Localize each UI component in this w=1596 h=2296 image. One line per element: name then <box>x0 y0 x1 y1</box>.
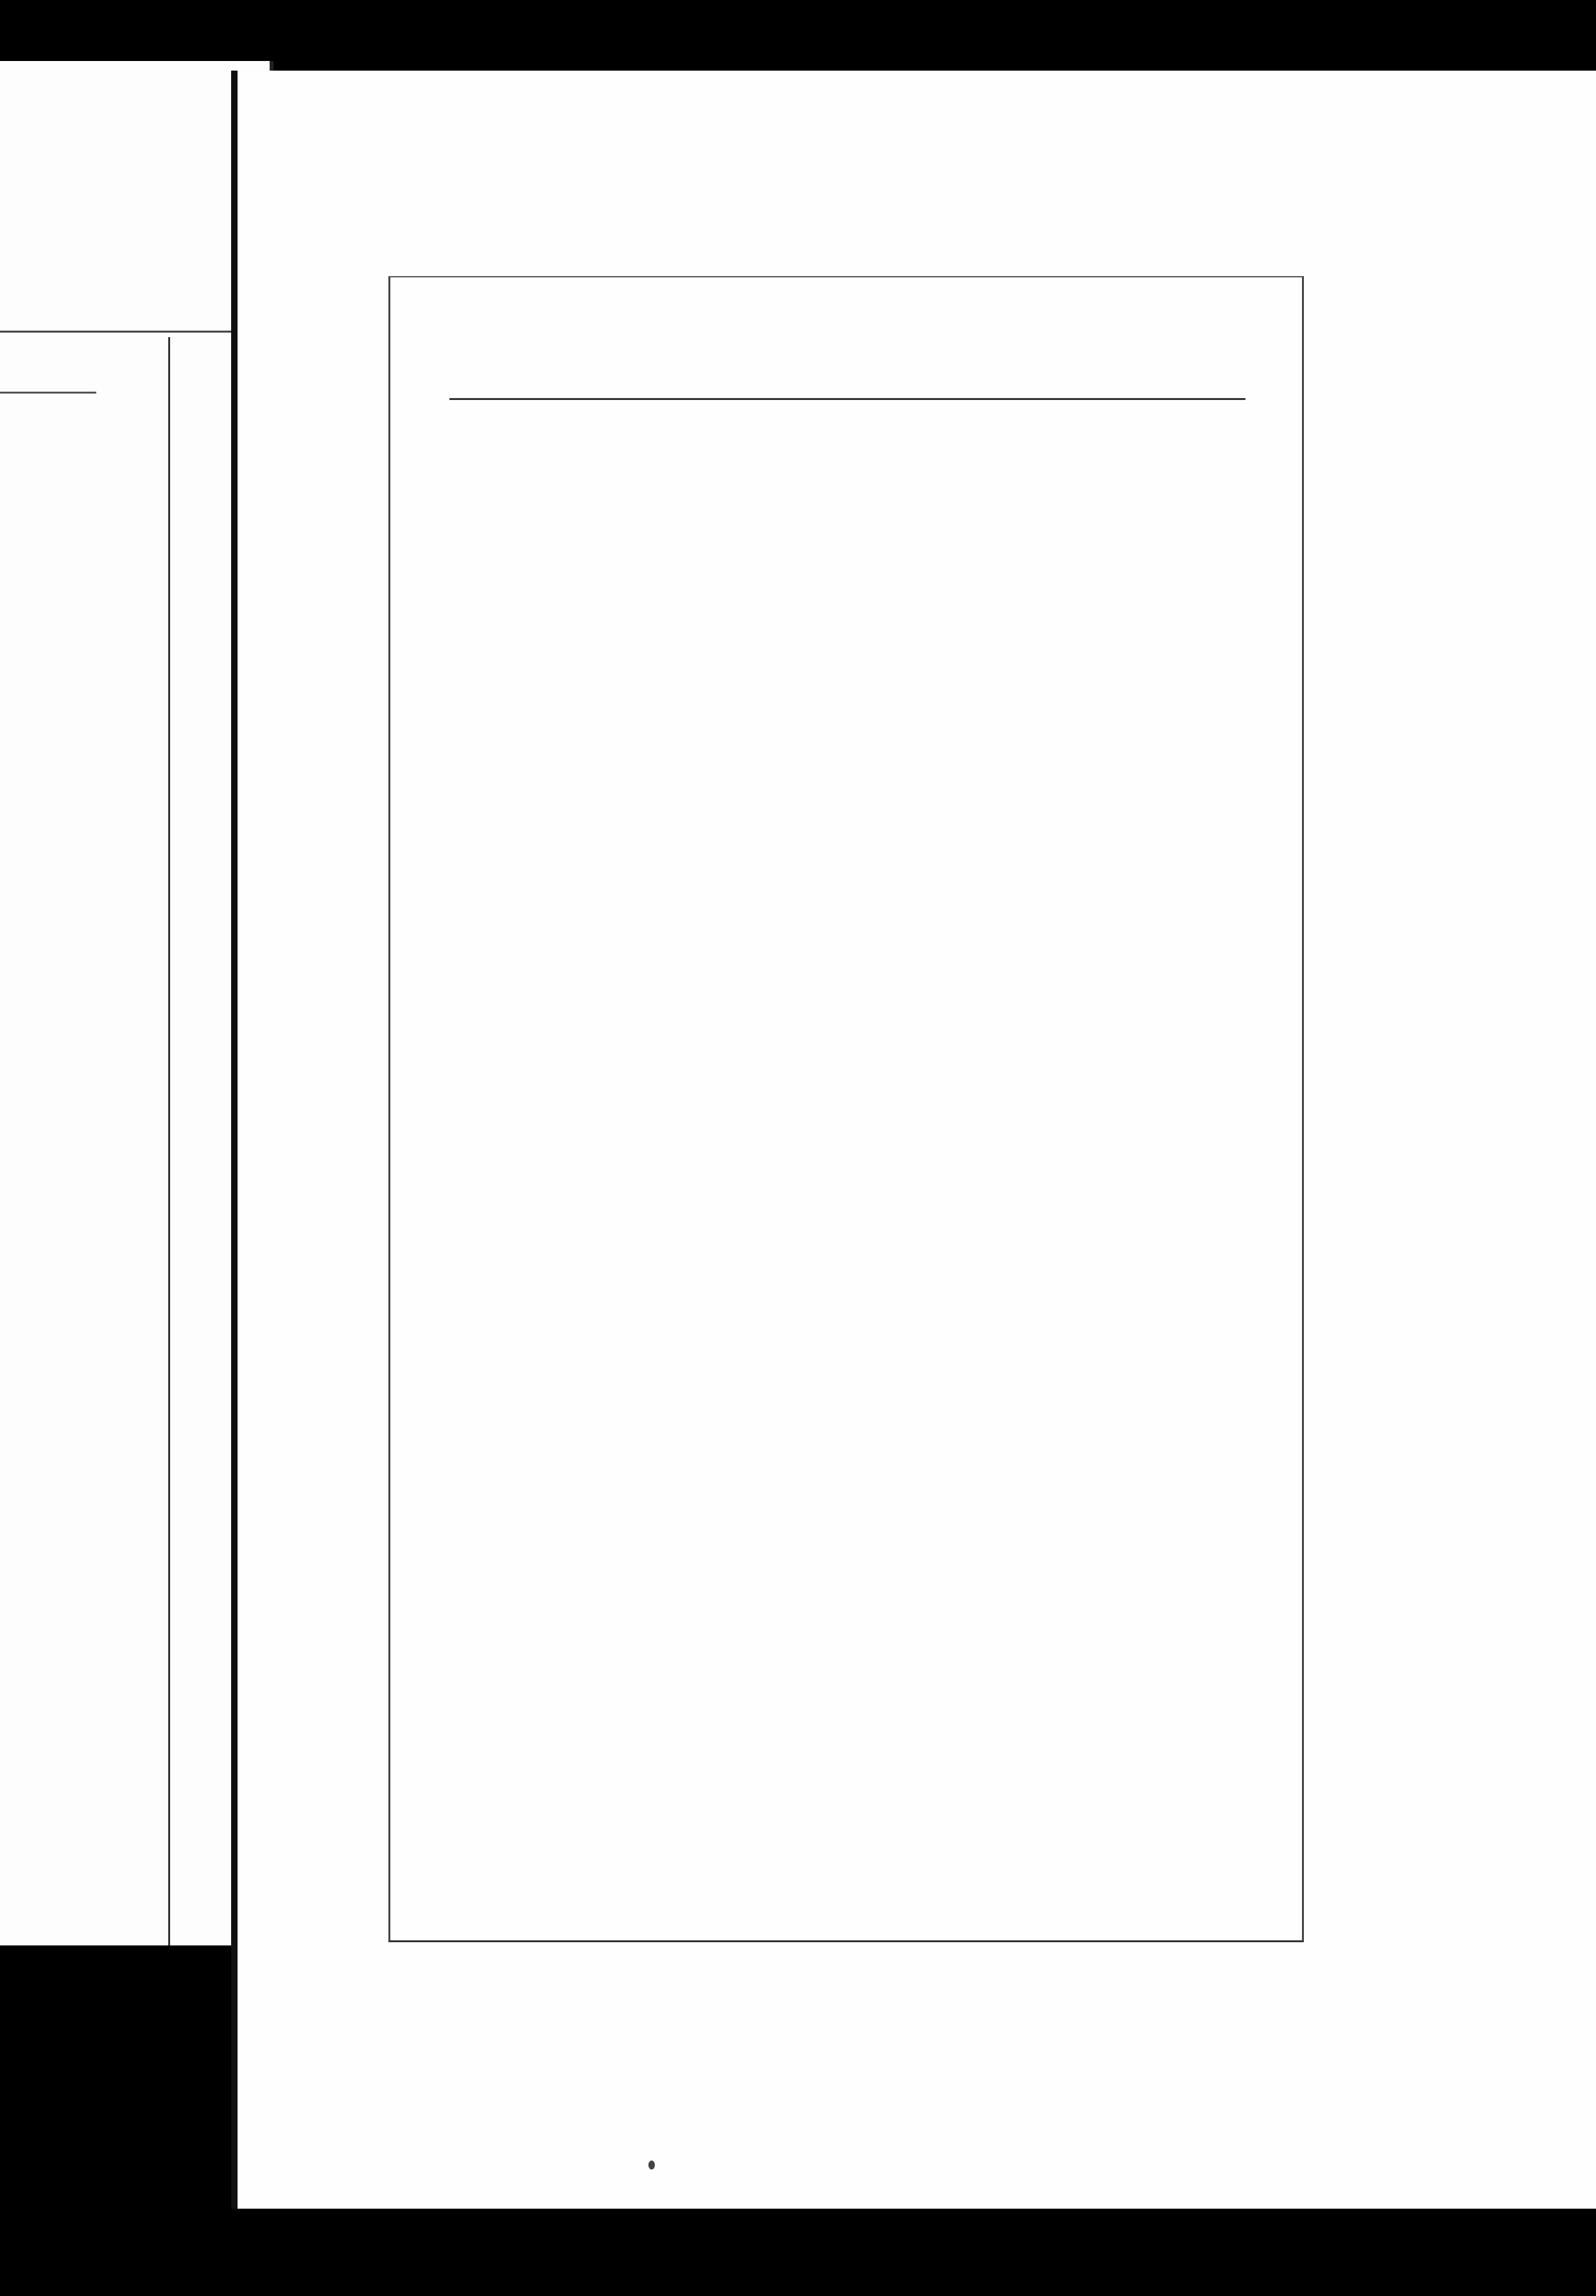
facing-page-top-rule <box>0 331 244 333</box>
facing-page-head-rule <box>0 392 96 394</box>
page-frame <box>388 276 1304 1942</box>
print-speck <box>648 2161 655 2170</box>
facing-page-frame-edge <box>168 337 170 1945</box>
page-header <box>385 318 1316 363</box>
header-rule <box>449 398 1245 400</box>
book-page <box>238 71 1596 2209</box>
